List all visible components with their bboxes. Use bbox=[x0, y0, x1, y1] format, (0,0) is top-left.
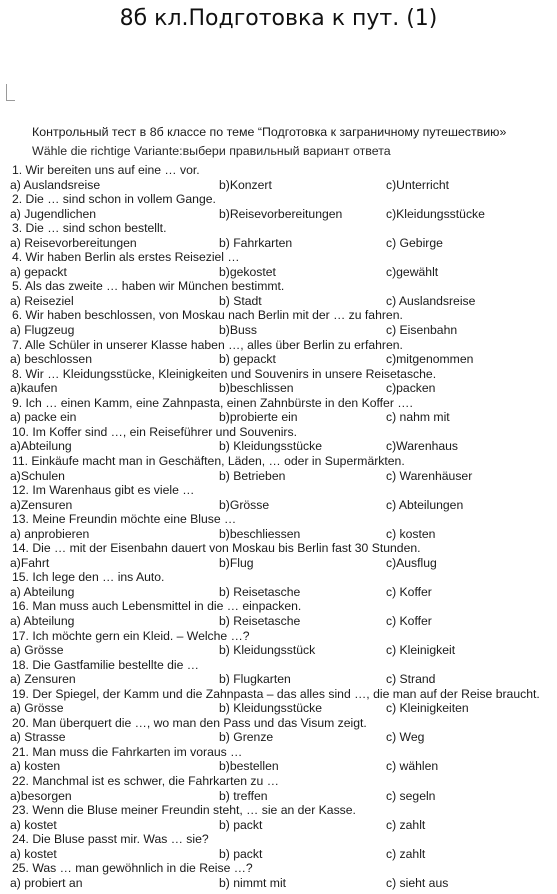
answer-option-c: c) Kleinigkeiten bbox=[386, 701, 469, 716]
answer-option-c: c) zahlt bbox=[386, 817, 426, 832]
answer-option-b: b) treffen bbox=[219, 788, 268, 803]
question-item bbox=[0, 541, 557, 570]
question-stem: 9. Ich … einen Kamm, eine Zahnpasta, einen Zahnbürste in den Koffer …. bbox=[12, 395, 413, 410]
answer-option-a: a) Reisevorbereitungen bbox=[10, 235, 137, 250]
question-stem: 21. Man muss die Fahrkarten im voraus … bbox=[12, 744, 243, 759]
answer-option-b: b)gekostet bbox=[219, 264, 276, 279]
answer-option-b: b)Grösse bbox=[219, 497, 270, 512]
answer-option-a: a) Flugzeug bbox=[10, 323, 75, 338]
question-stem: 19. Der Spiegel, der Kamm und die Zahnpasta – das alles sind …, die man auf der Reise braucht. bbox=[12, 686, 540, 701]
question-item bbox=[0, 250, 557, 279]
answer-options bbox=[0, 701, 557, 715]
question-item bbox=[0, 658, 557, 687]
answer-option-b: b)Buss bbox=[219, 323, 257, 338]
answer-option-a: a) Grösse bbox=[10, 643, 64, 658]
answer-option-b: b) Reisetasche bbox=[219, 614, 301, 628]
answer-option-a: a) Grösse bbox=[10, 701, 64, 716]
question-stem: 23. Wenn die Bluse meiner Freundin steht, … sie an der Kasse. bbox=[12, 803, 356, 818]
answer-option-a: a) Zensuren bbox=[10, 672, 76, 687]
answer-option-a: a) Reiseziel bbox=[10, 293, 74, 308]
question-stem: 10. Im Koffer sind …, ein Reiseführer und Souvenirs. bbox=[12, 424, 297, 439]
question-stem: 6. Wir haben beschlossen, von Moskau nach Berlin mit der … zu fahren. bbox=[12, 308, 403, 323]
answer-options bbox=[0, 789, 557, 803]
answer-option-c: c) Koffer bbox=[386, 614, 432, 628]
answer-option-c: c)Unterricht bbox=[386, 177, 449, 192]
answer-option-c: c)packen bbox=[386, 381, 436, 396]
question-item bbox=[0, 599, 557, 628]
question-item bbox=[0, 308, 557, 337]
answer-option-c: c) Gebirge bbox=[386, 235, 443, 250]
document-title: 8б кл.Подготовка к пут. (1) bbox=[119, 6, 438, 31]
answer-options bbox=[0, 294, 557, 308]
answer-option-b: b)Reisevorbereitungen bbox=[219, 206, 343, 221]
answer-option-a: a) anprobieren bbox=[10, 526, 90, 541]
question-stem: 18. Die Gastfamilie bestellte die … bbox=[12, 657, 199, 672]
question-stem: 22. Manchmal ist es schwer, die Fahrkarten zu … bbox=[12, 773, 279, 788]
answer-option-b: b)Flug bbox=[219, 555, 254, 570]
answer-options bbox=[0, 847, 557, 861]
question-item bbox=[0, 367, 557, 396]
answer-option-a: a) Abteilung bbox=[10, 584, 75, 599]
answer-options bbox=[0, 759, 557, 773]
question-stem: 7. Alle Schüler in unserer Klasse haben …, alles über Berlin zu erfahren. bbox=[12, 337, 403, 352]
answer-options bbox=[0, 818, 557, 832]
answer-option-b: b) Kleidungsstück bbox=[219, 643, 316, 658]
answer-option-a: a)besorgen bbox=[10, 788, 72, 803]
answer-option-a: a) Abteilung bbox=[10, 614, 75, 628]
answer-option-b: b) packt bbox=[219, 846, 263, 861]
answer-options bbox=[0, 236, 557, 250]
question-stem: 2. Die … sind schon in vollem Gange. bbox=[12, 192, 216, 207]
answer-option-b: b) nimmt mit bbox=[219, 875, 287, 890]
question-list bbox=[0, 163, 557, 890]
answer-option-a: a)kaufen bbox=[10, 381, 58, 396]
answer-option-c: c) Warenhäuser bbox=[386, 468, 473, 483]
answer-option-a: a)Schulen bbox=[10, 468, 65, 483]
question-stem: 20. Man überquert die …, wo man den Pass und das Visum zeigt. bbox=[12, 715, 367, 730]
question-stem: 14. Die … mit der Eisenbahn dauert von Moskau bis Berlin fast 30 Stunden. bbox=[12, 541, 421, 556]
answer-options bbox=[0, 178, 557, 192]
answer-option-c: c) Koffer bbox=[386, 584, 432, 599]
answer-option-b: b) packt bbox=[219, 817, 263, 832]
answer-options bbox=[0, 323, 557, 337]
question-item bbox=[0, 512, 557, 541]
answer-option-a: a) Jugendlichen bbox=[10, 206, 97, 221]
question-item bbox=[0, 629, 557, 658]
answer-options bbox=[0, 352, 557, 366]
answer-option-b: b)bestellen bbox=[219, 759, 279, 774]
answer-options bbox=[0, 439, 557, 453]
question-stem: 12. Im Warenhaus gibt es viele … bbox=[12, 483, 195, 498]
answer-option-a: a)Zensuren bbox=[10, 497, 73, 512]
answer-option-b: b) Stadt bbox=[219, 293, 262, 308]
answer-options bbox=[0, 410, 557, 424]
question-item bbox=[0, 454, 557, 483]
answer-option-c: c) Weg bbox=[386, 730, 425, 745]
answer-option-c: c) nahm mit bbox=[386, 410, 450, 425]
answer-option-c: c)Kleidungsstücke bbox=[386, 206, 485, 221]
answer-options bbox=[0, 585, 557, 599]
answer-options bbox=[0, 265, 557, 279]
answer-options bbox=[0, 207, 557, 221]
answer-option-b: b) Betrieben bbox=[219, 468, 286, 483]
answer-option-a: a) kosten bbox=[10, 759, 61, 774]
answer-option-c: c) sieht aus bbox=[386, 875, 449, 890]
answer-option-b: b)probierte ein bbox=[219, 410, 298, 425]
question-stem: 11. Einkäufe macht man in Geschäften, Läden, … oder in Supermärkten. bbox=[12, 453, 405, 468]
answer-option-a: a) Auslandsreise bbox=[10, 177, 101, 192]
answer-option-c: c) Auslandsreise bbox=[386, 293, 476, 308]
answer-options bbox=[0, 498, 557, 512]
answer-option-b: b)beschliessen bbox=[219, 526, 301, 541]
question-item bbox=[0, 716, 557, 745]
answer-option-a: a) gepackt bbox=[10, 264, 67, 279]
answer-option-a: a) probiert an bbox=[10, 875, 83, 890]
answer-option-a: a) kostet bbox=[10, 817, 57, 832]
answer-options bbox=[0, 876, 557, 890]
answer-option-a: a) kostet bbox=[10, 846, 57, 861]
answer-option-c: c) wählen bbox=[386, 759, 439, 774]
question-stem: 15. Ich lege den … ins Auto. bbox=[12, 570, 165, 585]
question-stem: 8. Wir … Kleidungsstücke, Kleinigkeiten und Souvenirs in unsere Reisetasche. bbox=[12, 366, 437, 381]
answer-option-c: c) segeln bbox=[386, 788, 436, 803]
answer-option-c: c) Eisenbahn bbox=[386, 323, 458, 338]
answer-option-a: a) beschlossen bbox=[10, 352, 92, 367]
answer-options bbox=[0, 469, 557, 483]
question-item bbox=[0, 745, 557, 774]
answer-option-c: c)mitgenommen bbox=[386, 352, 474, 367]
answer-option-b: b)beschlissen bbox=[219, 381, 294, 396]
answer-option-c: c) kosten bbox=[386, 526, 436, 541]
answer-option-c: c) zahlt bbox=[386, 846, 426, 861]
test-heading: Контрольный тест в 8б классе по теме “Подготовка к заграничному путешествию» bbox=[32, 125, 507, 139]
question-item bbox=[0, 687, 557, 716]
question-item bbox=[0, 774, 557, 803]
text-cursor-marker bbox=[6, 84, 15, 101]
answer-option-c: c) Kleinigkeit bbox=[386, 643, 456, 658]
answer-option-a: a) packe ein bbox=[10, 410, 77, 425]
answer-options bbox=[0, 672, 557, 686]
answer-option-c: c)Ausflug bbox=[386, 555, 437, 570]
question-stem: 17. Ich möchte gern ein Kleid. – Welche …? bbox=[12, 628, 250, 643]
question-stem: 25. Was … man gewöhnlich in die Reise …? bbox=[12, 861, 253, 876]
answer-option-b: b) gepackt bbox=[219, 352, 276, 367]
question-stem: 5. Als das zweite … haben wir München bestimmt. bbox=[12, 279, 285, 294]
answer-option-b: b) Kleidungsstücke bbox=[219, 439, 322, 454]
question-stem: 3. Die … sind schon bestellt. bbox=[12, 221, 167, 236]
answer-option-a: a)Fahrt bbox=[10, 555, 50, 570]
question-item bbox=[0, 570, 557, 599]
answer-options bbox=[0, 614, 557, 628]
question-item bbox=[0, 832, 557, 861]
answer-options bbox=[0, 643, 557, 657]
question-item bbox=[0, 279, 557, 308]
answer-option-a: a)Abteilung bbox=[10, 439, 72, 454]
question-item bbox=[0, 803, 557, 832]
answer-options bbox=[0, 527, 557, 541]
answer-option-c: c) Abteilungen bbox=[386, 497, 464, 512]
question-stem: 13. Meine Freundin möchte eine Bluse … bbox=[12, 512, 237, 527]
question-item bbox=[0, 425, 557, 454]
question-item bbox=[0, 338, 557, 367]
question-item bbox=[0, 861, 557, 890]
question-item bbox=[0, 192, 557, 221]
question-stem: 1. Wir bereiten uns auf eine … vor. bbox=[12, 163, 200, 177]
question-stem: 24. Die Bluse passt mir. Was … sie? bbox=[12, 832, 209, 847]
answer-options bbox=[0, 730, 557, 744]
question-item bbox=[0, 483, 557, 512]
answer-option-c: c)Warenhaus bbox=[386, 439, 459, 454]
answer-option-b: b) Reisetasche bbox=[219, 584, 301, 599]
answer-option-b: b) Fahrkarten bbox=[219, 235, 293, 250]
answer-option-a: a) Strasse bbox=[10, 730, 66, 745]
question-item bbox=[0, 396, 557, 425]
question-stem: 4. Wir haben Berlin als erstes Reiseziel … bbox=[12, 250, 240, 265]
question-item bbox=[0, 221, 557, 250]
answer-option-b: b) Grenze bbox=[219, 730, 274, 745]
answer-option-c: c)gewählt bbox=[386, 264, 439, 279]
answer-option-b: b) Kleidungsstücke bbox=[219, 701, 322, 716]
answer-option-c: c) Strand bbox=[386, 672, 436, 687]
answer-option-b: b) Flugkarten bbox=[219, 672, 291, 687]
answer-options bbox=[0, 381, 557, 395]
answer-options bbox=[0, 556, 557, 570]
question-item bbox=[0, 163, 557, 192]
question-stem: 16. Man muss auch Lebensmittel in die … einpacken. bbox=[12, 599, 302, 614]
answer-option-b: b)Konzert bbox=[219, 177, 272, 192]
test-instruction: Wähle die richtige Variante:выбери правильный вариант ответа bbox=[32, 144, 391, 158]
